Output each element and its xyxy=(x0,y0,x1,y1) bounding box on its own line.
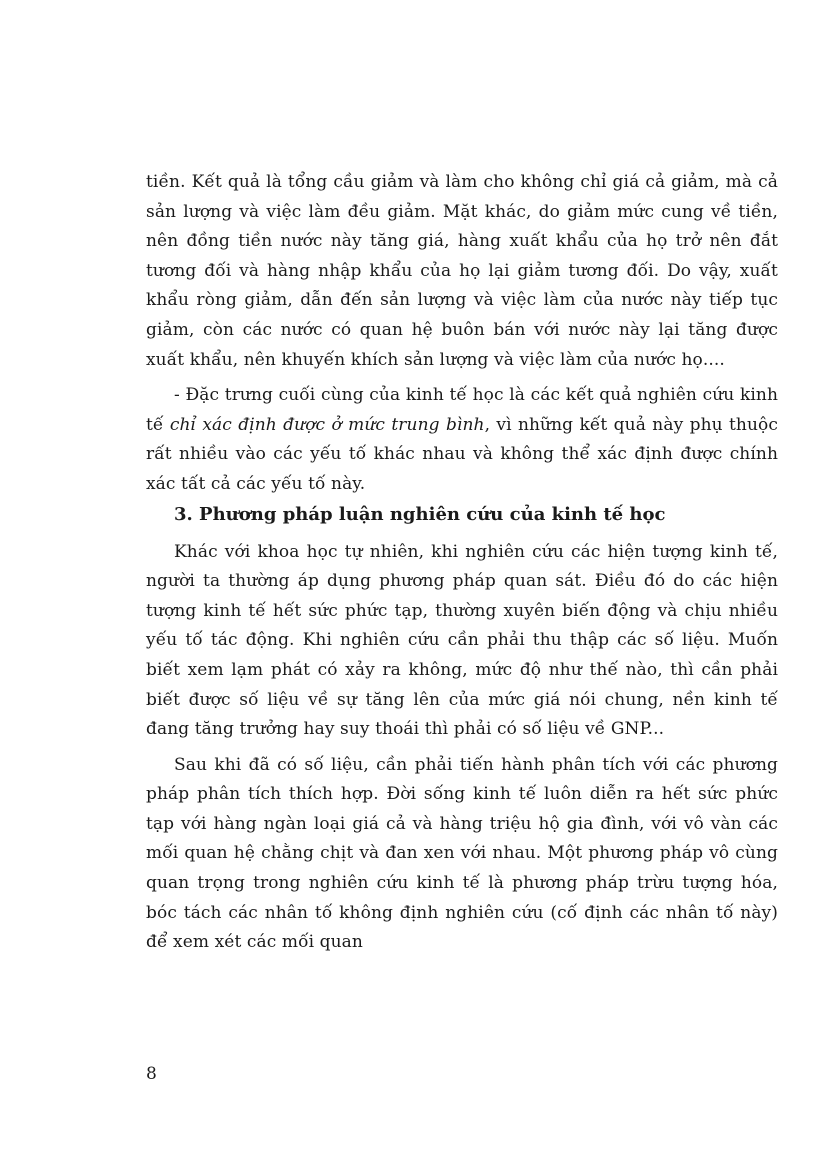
paragraph-3: Khác với khoa học tự nhiên, khi nghiên cứu các hiện tượng kinh tế, người ta thường áp dụng phương pháp quan sát. Điều đó do các hiện tượng kinh tế hết sức phức tạp, thường xuyên biến động và chịu nhiều yếu tố tác động. Khi nghiên cứu cần phải thu thập các số liệu. Muốn biết xem lạm phát có xảy ra không, mức độ như thế nào, thì cần phải biết được số liệu về sự tăng lên của mức giá nói chung, nền kinh tế đang tăng trưởng hay suy thoái thì phải có số liệu về GNP... xyxy=(146,541,778,740)
page-body xyxy=(146,168,778,958)
paragraph-4: Sau khi đã có số liệu, cần phải tiến hành phân tích với các phương pháp phân tích thích hợp. Đời sống kinh tế luôn diễn ra hết sức phức tạp với hàng ngàn loại giá cả và hàng triệu hộ gia đình, với vô vàn các mối quan hệ chằng chịt và đan xen với nhau. Một phương pháp vô cùng quan trọng trong nghiên cứu kinh tế là phương pháp trừu tượng hóa, bóc tách các nhân tố không định nghiên cứu (cố định các nhân tố này) để xem xét các mối quan xyxy=(146,754,778,953)
paragraph-2-text-end: , vì những kết quả này phụ thuộc rất nhiều vào các yếu tố khác nhau và không thể xác định được chính xác tất cả các yếu tố này. xyxy=(146,414,778,494)
section-heading: 3. Phương pháp luận nghiên cứu của kinh tế học xyxy=(174,503,666,525)
paragraph-2-emphasis: chỉ xác định được ở mức trung bình xyxy=(169,414,485,435)
page-number: 8 xyxy=(146,1064,157,1084)
paragraph-2-text-start: - Đặc trưng cuối cùng của kinh tế học là các kết quả nghiên cứu kinh tế xyxy=(146,385,778,435)
paragraph-1: tiền. Kết quả là tổng cầu giảm và làm cho không chỉ giá cả giảm, mà cả sản lượng và việc làm đều giảm. Mặt khác, do giảm mức cung về tiền, nên đồng tiền nước này tăng giá, hàng xuất khẩu của họ trở nên đắt tương đối và hàng nhập khẩu của họ lại giảm tương đối. Do vậy, xuất khẩu ròng giảm, dẫn đến sản lượng và việc làm của nước này tiếp tục giảm, còn các nước có quan hệ buôn bán với nước này lại tăng được xuất khẩu, nên khuyến khích sản lượng và việc làm của nước họ.... xyxy=(146,172,778,370)
paragraph-2 xyxy=(146,381,778,499)
